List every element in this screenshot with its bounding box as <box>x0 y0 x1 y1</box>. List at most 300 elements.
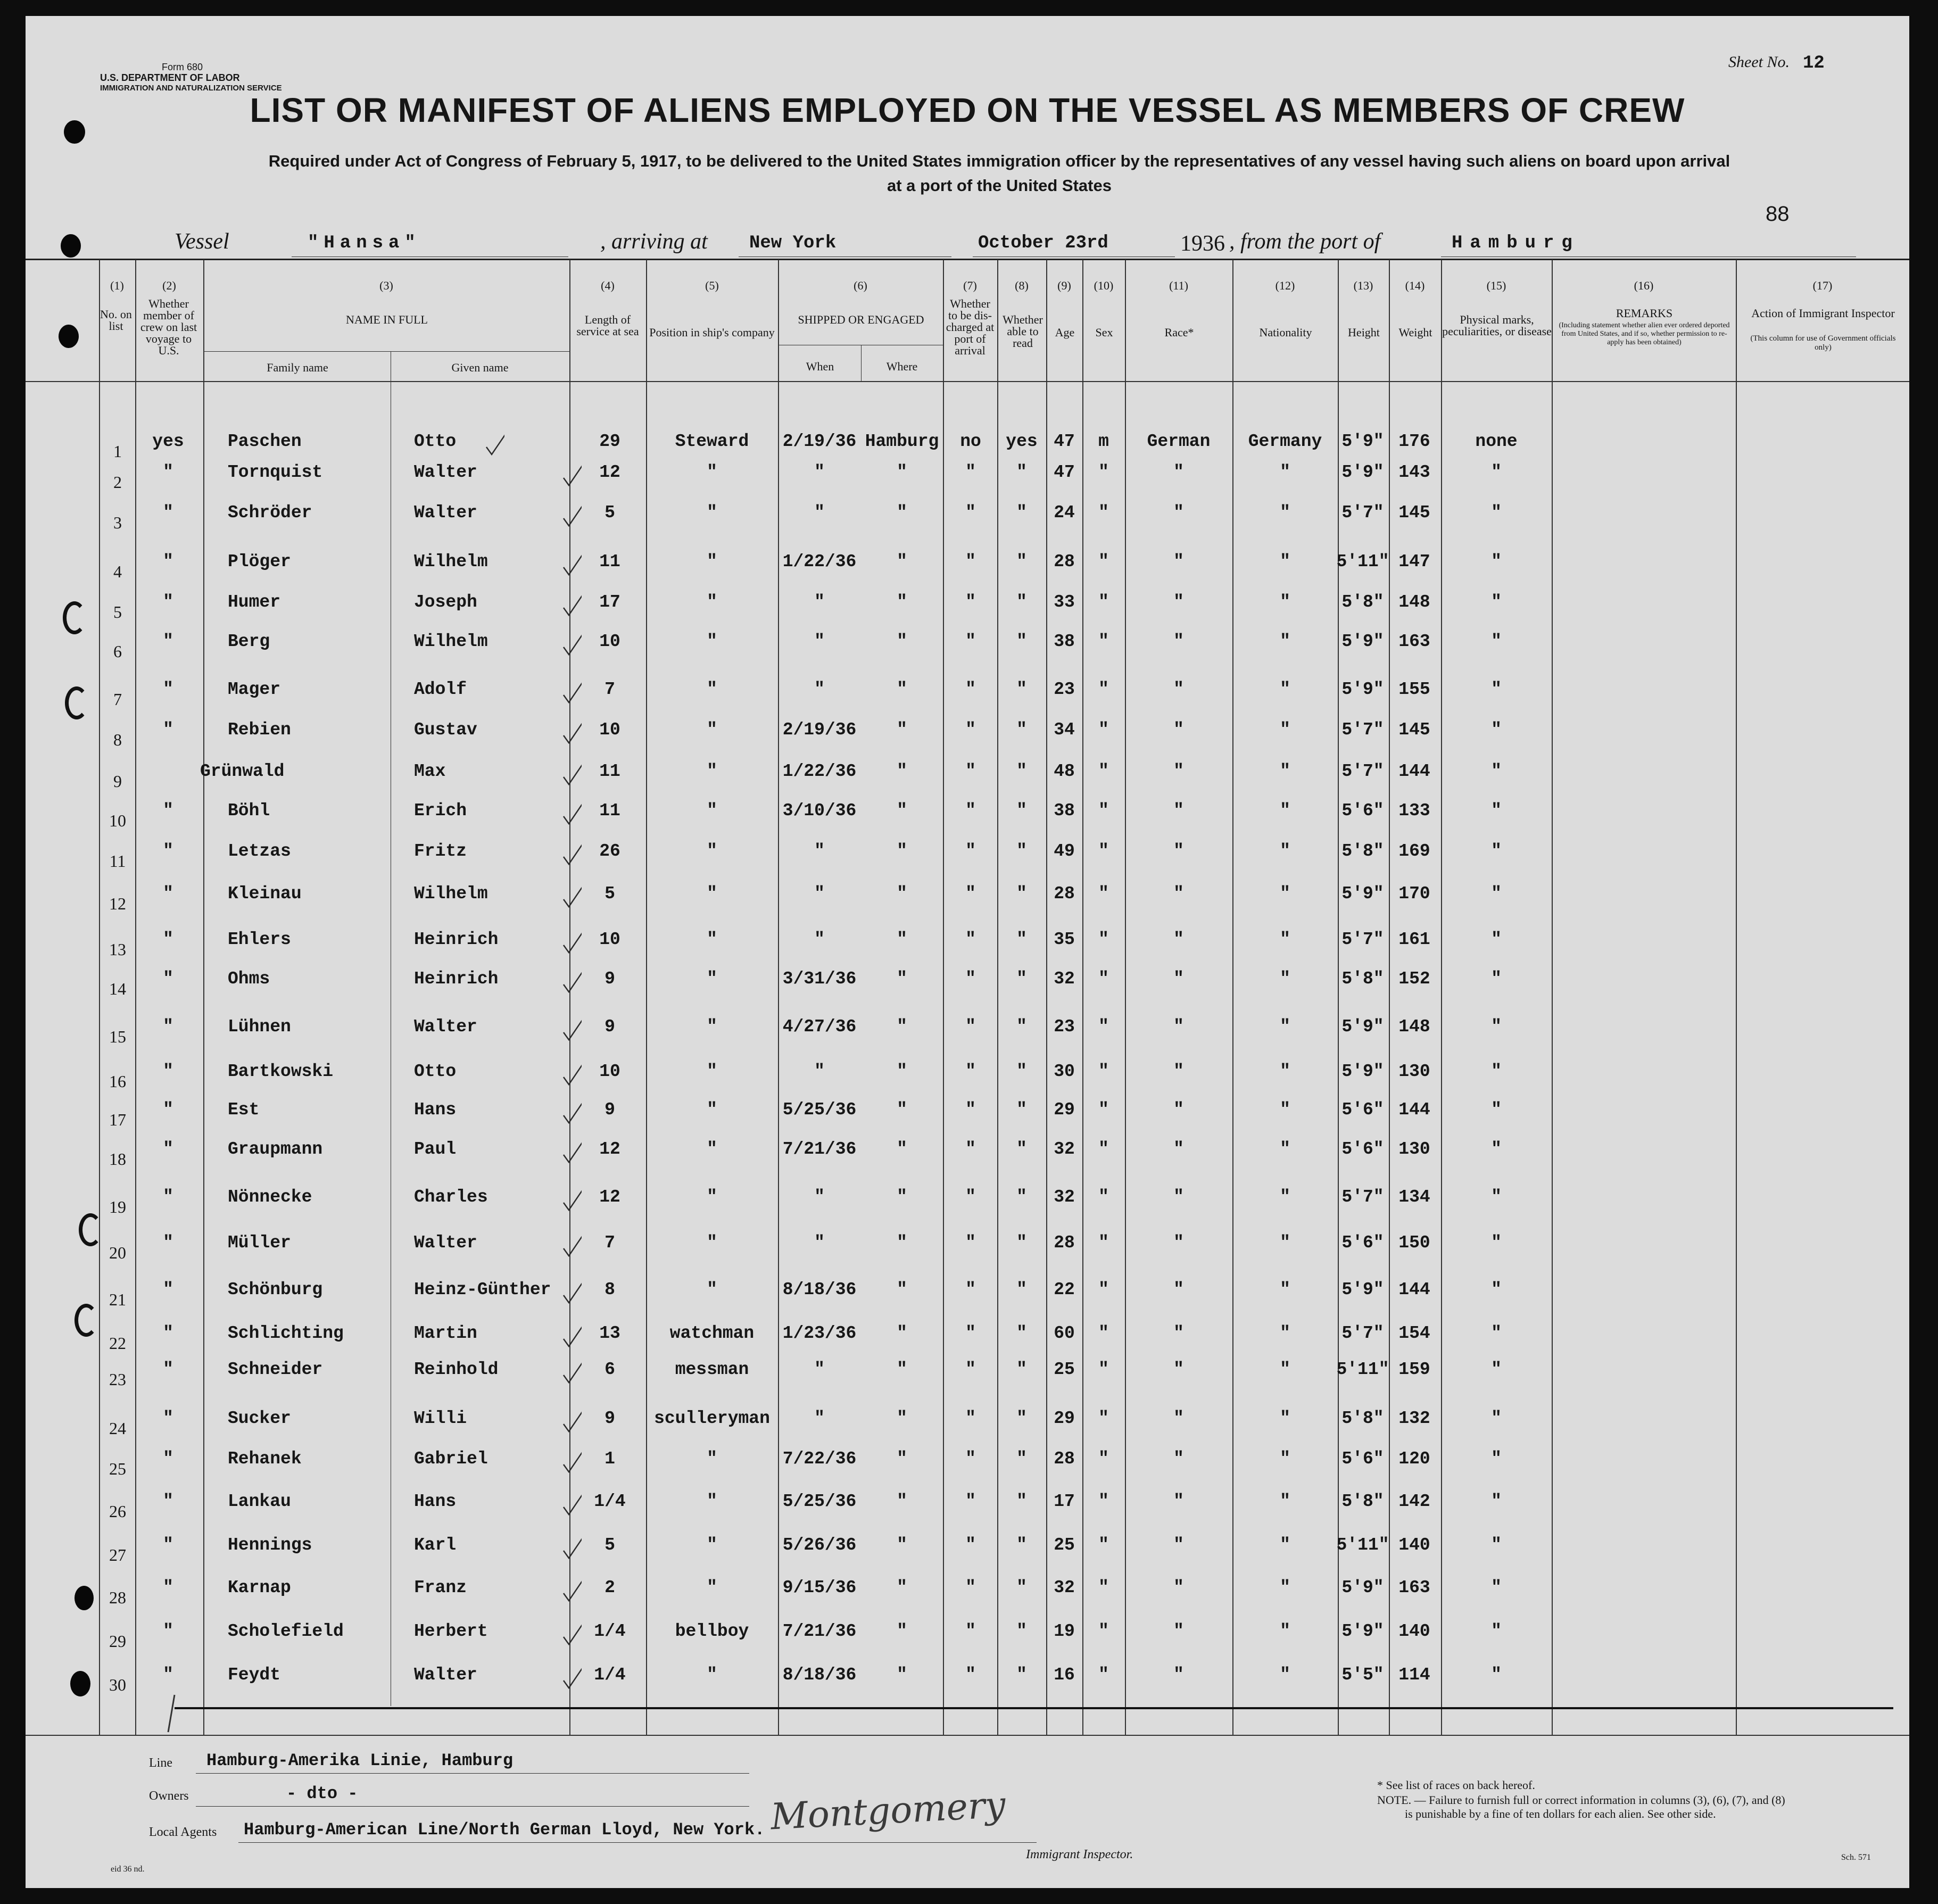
shipped-where: " <box>897 1323 907 1343</box>
given-name: Hans <box>414 1100 457 1120</box>
header-name: NAME IN FULL <box>346 313 428 326</box>
check-mark <box>560 756 582 788</box>
race: " <box>1173 680 1184 699</box>
row-number: 30 <box>109 1675 126 1694</box>
table-row <box>26 1408 1909 1450</box>
table-row <box>26 462 1909 503</box>
able-to-read: " <box>1016 1017 1027 1037</box>
service-length: 1/4 <box>594 1621 626 1641</box>
arrival-year: 1936 <box>1180 231 1225 256</box>
family-name: Plöger <box>228 552 291 572</box>
check-mark <box>560 1274 582 1306</box>
discharged: " <box>965 1062 976 1081</box>
weight: 152 <box>1398 969 1430 989</box>
row-number: 18 <box>109 1149 126 1169</box>
row-number: 16 <box>109 1072 126 1091</box>
age: 32 <box>1054 1139 1075 1159</box>
shipped-where: " <box>897 1578 907 1597</box>
physical-marks: " <box>1491 1323 1502 1343</box>
nationality: " <box>1280 1233 1290 1253</box>
nationality: " <box>1280 720 1290 740</box>
check-mark <box>560 1227 582 1259</box>
shipped-where: " <box>897 1139 907 1159</box>
physical-marks: " <box>1491 969 1502 989</box>
weight: 142 <box>1398 1492 1430 1511</box>
position: " <box>707 930 717 949</box>
position: " <box>707 680 717 699</box>
age: 32 <box>1054 969 1075 989</box>
race: " <box>1173 930 1184 949</box>
row-number: 22 <box>109 1334 126 1353</box>
shipped-when: 5/25/36 <box>782 1492 857 1511</box>
race: " <box>1173 841 1184 861</box>
given-name: Max <box>414 761 446 781</box>
header-remarks-note: (Including statement whether alien ever ordered deported from United States, and if so, whether permission to re-apply has been obtained) <box>1559 321 1730 346</box>
race: " <box>1173 801 1184 821</box>
physical-marks: " <box>1491 680 1502 699</box>
position: " <box>707 1100 717 1120</box>
service-length: 1/4 <box>594 1492 626 1511</box>
table-row <box>26 761 1909 802</box>
check-mark <box>560 963 582 995</box>
height: 5'9" <box>1341 680 1384 699</box>
end-mark <box>159 1692 185 1735</box>
age: 24 <box>1054 503 1075 523</box>
sex: m <box>1098 432 1109 451</box>
given-name: Heinz-Günther <box>414 1280 551 1299</box>
service-length: 7 <box>604 1233 615 1253</box>
family-name: Schlichting <box>228 1323 344 1343</box>
row-number: 24 <box>109 1419 126 1438</box>
given-name: Gustav <box>414 720 477 740</box>
manifest-sheet <box>26 16 1909 1888</box>
physical-marks: " <box>1491 720 1502 740</box>
weight: 176 <box>1398 432 1430 451</box>
shipped-when: 4/27/36 <box>782 1017 857 1037</box>
able-to-read: " <box>1016 1409 1027 1428</box>
position: " <box>707 969 717 989</box>
able-to-read: " <box>1016 632 1027 651</box>
nationality: " <box>1280 1360 1290 1379</box>
height: 5'9" <box>1341 884 1384 904</box>
physical-marks: " <box>1491 1665 1502 1685</box>
table-row <box>26 968 1909 1010</box>
race: " <box>1173 761 1184 781</box>
shipped-when: 7/21/36 <box>782 1621 857 1641</box>
given-name: Walter <box>414 1233 477 1253</box>
sex: " <box>1098 462 1109 482</box>
discharged: " <box>965 680 976 699</box>
service-length: 8 <box>604 1280 615 1299</box>
able-to-read: " <box>1016 720 1027 740</box>
service-length: 9 <box>604 1017 615 1037</box>
height: 5'11" <box>1336 1535 1389 1555</box>
check-mark <box>560 795 582 827</box>
nationality: " <box>1280 1409 1290 1428</box>
service-length: 9 <box>604 969 615 989</box>
table-row <box>26 679 1909 721</box>
shipped-when: 7/21/36 <box>782 1139 857 1159</box>
discharged: " <box>965 552 976 572</box>
column-number: (8) <box>1015 279 1029 292</box>
owners-value: - dto - <box>286 1784 358 1803</box>
height: 5'6" <box>1341 801 1384 821</box>
physical-marks: " <box>1491 1621 1502 1641</box>
crew-last-voyage: " <box>163 1233 173 1253</box>
position: " <box>707 552 717 572</box>
physical-marks: " <box>1491 1139 1502 1159</box>
column-number: (6) <box>854 279 867 292</box>
shipped-where: " <box>897 1017 907 1037</box>
shipped-when: 7/22/36 <box>782 1449 857 1469</box>
nationality: " <box>1280 1535 1290 1555</box>
note-fine: is punishable by a fine of ten dollars for each alien. See other side. <box>1405 1807 1716 1820</box>
row-number: 3 <box>113 513 122 532</box>
given-name: Herbert <box>414 1621 488 1641</box>
family-name: Hennings <box>228 1535 312 1555</box>
able-to-read: " <box>1016 930 1027 949</box>
position: " <box>707 841 717 861</box>
column-number: (10) <box>1094 279 1114 292</box>
table-row <box>26 1279 1909 1321</box>
shipped-when: 3/10/36 <box>782 801 857 821</box>
position: messman <box>675 1360 749 1379</box>
table-row <box>26 592 1909 633</box>
position: bellboy <box>675 1621 749 1641</box>
height: 5'7" <box>1341 930 1384 949</box>
row-number: 5 <box>113 602 122 622</box>
discharged: " <box>965 503 976 523</box>
position: Steward <box>675 432 749 451</box>
given-name: Otto <box>414 432 457 451</box>
shipped-when: 5/25/36 <box>782 1100 857 1120</box>
crew-last-voyage: " <box>163 632 173 651</box>
sex: " <box>1098 720 1109 740</box>
discharged: " <box>965 761 976 781</box>
service-length: 10 <box>599 632 620 651</box>
race: " <box>1173 1187 1184 1207</box>
family-name: Berg <box>228 632 270 651</box>
nationality: " <box>1280 462 1290 482</box>
check-mark <box>560 924 582 956</box>
discharged: " <box>965 1449 976 1469</box>
position: " <box>707 1449 717 1469</box>
physical-marks: " <box>1491 552 1502 572</box>
family-name: Letzas <box>228 841 291 861</box>
table-row <box>26 1323 1909 1364</box>
discharged: " <box>965 632 976 651</box>
service-length: 12 <box>599 1187 620 1207</box>
height: 5'7" <box>1341 1323 1384 1343</box>
physical-marks: " <box>1491 1492 1502 1511</box>
race: " <box>1173 969 1184 989</box>
table-row <box>26 1061 1909 1103</box>
service-length: 11 <box>599 761 620 781</box>
weight: 143 <box>1398 462 1430 482</box>
crew-last-voyage: " <box>163 1665 173 1685</box>
discharged: " <box>965 592 976 612</box>
vessel-name: "Hansa" <box>308 233 421 253</box>
crew-last-voyage: " <box>163 841 173 861</box>
position: " <box>707 801 717 821</box>
age: 35 <box>1054 930 1075 949</box>
table-row <box>26 1187 1909 1228</box>
from-label: , from the port of <box>1229 229 1381 254</box>
sex: " <box>1098 1100 1109 1120</box>
discharged: " <box>965 462 976 482</box>
able-to-read: " <box>1016 1578 1027 1597</box>
agents-value: Hamburg-American Line/North German Lloyd, New York. <box>244 1820 765 1840</box>
nationality: " <box>1280 1492 1290 1511</box>
header-height: Height <box>1348 326 1380 339</box>
family-name: Böhl <box>228 801 270 821</box>
weight: 147 <box>1398 552 1430 572</box>
family-name: Karnap <box>228 1578 291 1597</box>
family-name: Rehanek <box>228 1449 302 1469</box>
check-mark <box>560 1318 582 1350</box>
weight: 144 <box>1398 761 1430 781</box>
inspector-label: Immigrant Inspector. <box>1026 1848 1133 1861</box>
sex: " <box>1098 841 1109 861</box>
physical-marks: none <box>1475 432 1518 451</box>
header-action: Action of Immigrant Inspector <box>1751 307 1895 320</box>
shipped-when: " <box>814 1062 825 1081</box>
race: " <box>1173 1535 1184 1555</box>
weight: 132 <box>1398 1409 1430 1428</box>
discharged: " <box>965 1017 976 1037</box>
position: " <box>707 884 717 904</box>
row-number: 6 <box>113 642 122 661</box>
header-service: Length of service at sea <box>576 313 639 338</box>
shipped-where: " <box>897 1665 907 1685</box>
column-number: (17) <box>1812 279 1833 292</box>
physical-marks: " <box>1491 1449 1502 1469</box>
age: 17 <box>1054 1492 1075 1511</box>
race: German <box>1147 432 1211 451</box>
able-to-read: " <box>1016 1360 1027 1379</box>
given-name: Wilhelm <box>414 884 488 904</box>
age: 23 <box>1054 1017 1075 1037</box>
sex: " <box>1098 1360 1109 1379</box>
discharged: " <box>965 1665 976 1685</box>
position: watchman <box>669 1323 755 1343</box>
crew-last-voyage: " <box>163 1449 173 1469</box>
weight: 154 <box>1398 1323 1430 1343</box>
shipped-when: 5/26/36 <box>782 1535 857 1555</box>
header-weight: Weight <box>1398 326 1432 339</box>
nationality: " <box>1280 1621 1290 1641</box>
weight: 130 <box>1398 1139 1430 1159</box>
table-row <box>26 883 1909 925</box>
column-number: (11) <box>1169 279 1188 292</box>
sex: " <box>1098 1062 1109 1081</box>
service-length: 10 <box>599 720 620 740</box>
physical-marks: " <box>1491 1280 1502 1299</box>
check-mark <box>560 674 582 706</box>
discharged: " <box>965 1187 976 1207</box>
line-value: Hamburg-Amerika Linie, Hamburg <box>206 1751 514 1770</box>
crew-last-voyage: yes <box>152 432 184 451</box>
shipped-where: " <box>897 632 907 651</box>
service-length: 13 <box>599 1323 620 1343</box>
family-name: Ohms <box>228 969 270 989</box>
shipped-when: 2/19/36 <box>782 432 857 451</box>
crew-last-voyage: " <box>163 1100 173 1120</box>
discharged: " <box>965 1578 976 1597</box>
nationality: " <box>1280 1062 1290 1081</box>
crew-last-voyage: " <box>163 552 173 572</box>
arrival-port: New York <box>749 233 837 253</box>
header-physical: Physical marks, peculiarities, or disease <box>1442 313 1552 338</box>
header-where: Where <box>886 360 918 373</box>
height: 5'8" <box>1341 969 1384 989</box>
discharged: " <box>965 841 976 861</box>
weight: 134 <box>1398 1187 1430 1207</box>
age: 47 <box>1054 462 1075 482</box>
nationality: " <box>1280 884 1290 904</box>
able-to-read: " <box>1016 503 1027 523</box>
header-given: Given name <box>451 361 509 374</box>
row-number: 2 <box>113 473 122 492</box>
check-mark <box>560 1133 582 1165</box>
table-row <box>26 1491 1909 1533</box>
row-number: 15 <box>109 1027 126 1046</box>
age: 48 <box>1054 761 1075 781</box>
weight: 150 <box>1398 1233 1430 1253</box>
age: 29 <box>1054 1409 1075 1428</box>
given-name: Walter <box>414 1017 477 1037</box>
shipped-when: " <box>814 1233 825 1253</box>
race: " <box>1173 1621 1184 1641</box>
form-number: Form 680 <box>162 62 203 72</box>
shipped-where: " <box>897 720 907 740</box>
given-name: Karl <box>414 1535 457 1555</box>
able-to-read: " <box>1016 1062 1027 1081</box>
header-race: Race* <box>1164 326 1194 339</box>
height: 5'9" <box>1341 1578 1384 1597</box>
row-number: 25 <box>109 1459 126 1478</box>
physical-marks: " <box>1491 761 1502 781</box>
weight: 130 <box>1398 1062 1430 1081</box>
crew-last-voyage: " <box>163 462 173 482</box>
subtitle-line-2: at a port of the United States <box>887 176 1112 195</box>
table-row <box>26 1099 1909 1141</box>
able-to-read: " <box>1016 592 1027 612</box>
age: 23 <box>1054 680 1075 699</box>
nationality: " <box>1280 930 1290 949</box>
family-name: Humer <box>228 592 281 612</box>
given-name: Walter <box>414 503 477 523</box>
sex: " <box>1098 1449 1109 1469</box>
discharged: " <box>965 720 976 740</box>
weight: 120 <box>1398 1449 1430 1469</box>
check-mark <box>560 1529 582 1561</box>
position: " <box>707 1187 717 1207</box>
age: 28 <box>1054 552 1075 572</box>
shipped-where: " <box>897 1621 907 1641</box>
crew-last-voyage: " <box>163 1323 173 1343</box>
able-to-read: " <box>1016 841 1027 861</box>
column-number: (16) <box>1634 279 1654 292</box>
header-position: Position in ship's company <box>649 326 775 339</box>
table-row <box>26 1232 1909 1274</box>
check-mark <box>560 1181 582 1213</box>
shipped-when: 9/15/36 <box>782 1578 857 1597</box>
physical-marks: " <box>1491 503 1502 523</box>
position: sculleryman <box>654 1409 770 1428</box>
nationality: " <box>1280 1187 1290 1207</box>
weight: 145 <box>1398 720 1430 740</box>
physical-marks: " <box>1491 1578 1502 1597</box>
table-row <box>26 1535 1909 1576</box>
weight: 140 <box>1398 1535 1430 1555</box>
weight: 155 <box>1398 680 1430 699</box>
row-number: 13 <box>109 940 126 959</box>
header-no: No. on list <box>100 308 132 333</box>
page-title: LIST OR MANIFEST OF ALIENS EMPLOYED ON THE VESSEL AS MEMBERS OF CREW <box>250 91 1685 129</box>
height: 5'11" <box>1336 552 1389 572</box>
shipped-where: " <box>897 930 907 949</box>
given-name: Wilhelm <box>414 552 488 572</box>
check-mark <box>560 1094 582 1126</box>
weight: 163 <box>1398 632 1430 651</box>
family-name: Ehlers <box>228 930 291 949</box>
crew-last-voyage: " <box>163 720 173 740</box>
nationality: " <box>1280 1100 1290 1120</box>
shipped-where: " <box>897 552 907 572</box>
column-number: (5) <box>705 279 719 292</box>
check-mark <box>560 714 582 746</box>
shipped-when: " <box>814 1360 825 1379</box>
family-name: Bartkowski <box>228 1062 334 1081</box>
race: " <box>1173 1280 1184 1299</box>
shipped-where: " <box>897 503 907 523</box>
sex: " <box>1098 632 1109 651</box>
column-number: (13) <box>1353 279 1373 292</box>
sex: " <box>1098 884 1109 904</box>
physical-marks: " <box>1491 1017 1502 1037</box>
crew-last-voyage: " <box>163 503 173 523</box>
crew-last-voyage: " <box>163 1535 173 1555</box>
discharged: " <box>965 1535 976 1555</box>
shipped-when: 1/22/36 <box>782 761 857 781</box>
discharged: " <box>965 1409 976 1428</box>
arriving-label: , arriving at <box>600 229 708 254</box>
physical-marks: " <box>1491 1062 1502 1081</box>
column-number: (7) <box>963 279 977 292</box>
weight: 133 <box>1398 801 1430 821</box>
physical-marks: " <box>1491 1409 1502 1428</box>
nationality: " <box>1280 841 1290 861</box>
shipped-when: " <box>814 930 825 949</box>
family-name: Grünwald <box>200 761 285 781</box>
weight: 144 <box>1398 1100 1430 1120</box>
height: 5'6" <box>1341 1233 1384 1253</box>
sex: " <box>1098 552 1109 572</box>
table-row <box>26 551 1909 593</box>
position: " <box>707 1062 717 1081</box>
given-name: Erich <box>414 801 467 821</box>
discharged: " <box>965 930 976 949</box>
shipped-when: 1/22/36 <box>782 552 857 572</box>
crew-last-voyage: " <box>163 680 173 699</box>
check-mark <box>560 457 582 489</box>
crew-last-voyage: " <box>163 1139 173 1159</box>
crew-last-voyage: " <box>163 1409 173 1428</box>
height: 5'6" <box>1341 1449 1384 1469</box>
race: " <box>1173 1139 1184 1159</box>
able-to-read: " <box>1016 1233 1027 1253</box>
